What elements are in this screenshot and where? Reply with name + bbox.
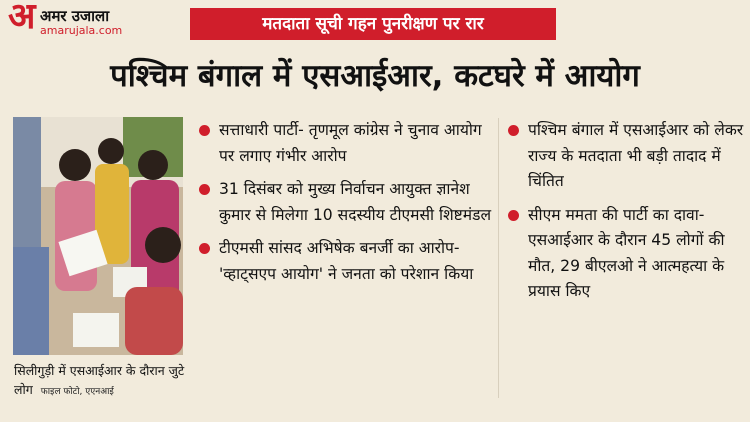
bullet-dot-icon [199, 184, 210, 195]
bullet-dot-icon [508, 210, 519, 221]
bullet-item [197, 118, 497, 169]
photo-credit: फाइल फोटो, एएनआई [40, 387, 114, 397]
logo-mark: अ [8, 0, 36, 37]
logo-name: अमर उजाला [40, 7, 110, 25]
bullet-column-left [197, 118, 497, 295]
photo-caption: सिलीगुड़ी में एसआईआर के दौरान जुटे लोग [14, 363, 185, 397]
bullet-column-right [506, 118, 746, 313]
bullet-dot-icon [199, 243, 210, 254]
news-photo [13, 117, 183, 355]
page-headline: पश्चिम बंगाल में एसआईआर, कटघरे में आयोग [110, 58, 640, 94]
column-divider [498, 118, 499, 398]
bullet-dot-icon [199, 125, 210, 136]
bullet-text: सत्ताधारी पार्टी- तृणमूल कांग्रेस ने चुनाव आयोग पर लगाए गंभीर आरोप [219, 121, 482, 165]
bullet-text: 31 दिसंबर को मुख्य निर्वाचन आयुक्त ज्ञानेश कुमार से मिलेगा 10 सदस्यीय टीएमसी शिष्टमंडल [219, 180, 492, 224]
bullet-text: पश्चिम बंगाल में एसआईआर को लेकर राज्य के मतदाता भी बड़ी तादाद में चिंतित [528, 121, 744, 190]
photo-illustration [13, 117, 183, 355]
photo-caption-block [14, 361, 194, 402]
bullet-text: सीएम ममता की पार्टी का दावा- एसआईआर के दौरान 45 लोगों की मौत, 29 बीएलओ ने आत्महत्या के प्रयास किए [528, 205, 725, 300]
logo-url: amarujala.com [40, 24, 123, 37]
amar-ujala-logo[interactable] [8, 0, 148, 42]
bullet-item [197, 177, 497, 228]
bullet-item [506, 203, 746, 305]
bullet-dot-icon [508, 125, 519, 136]
topic-banner: मतदाता सूची गहन पुनरीक्षण पर रार [190, 8, 556, 40]
bullet-item [506, 118, 746, 195]
bullet-text: टीएमसी सांसद अभिषेक बनर्जी का आरोप- 'व्हाट्सएप आयोग' ने जनता को परेशान किया [219, 239, 474, 283]
bullet-item [197, 236, 497, 287]
